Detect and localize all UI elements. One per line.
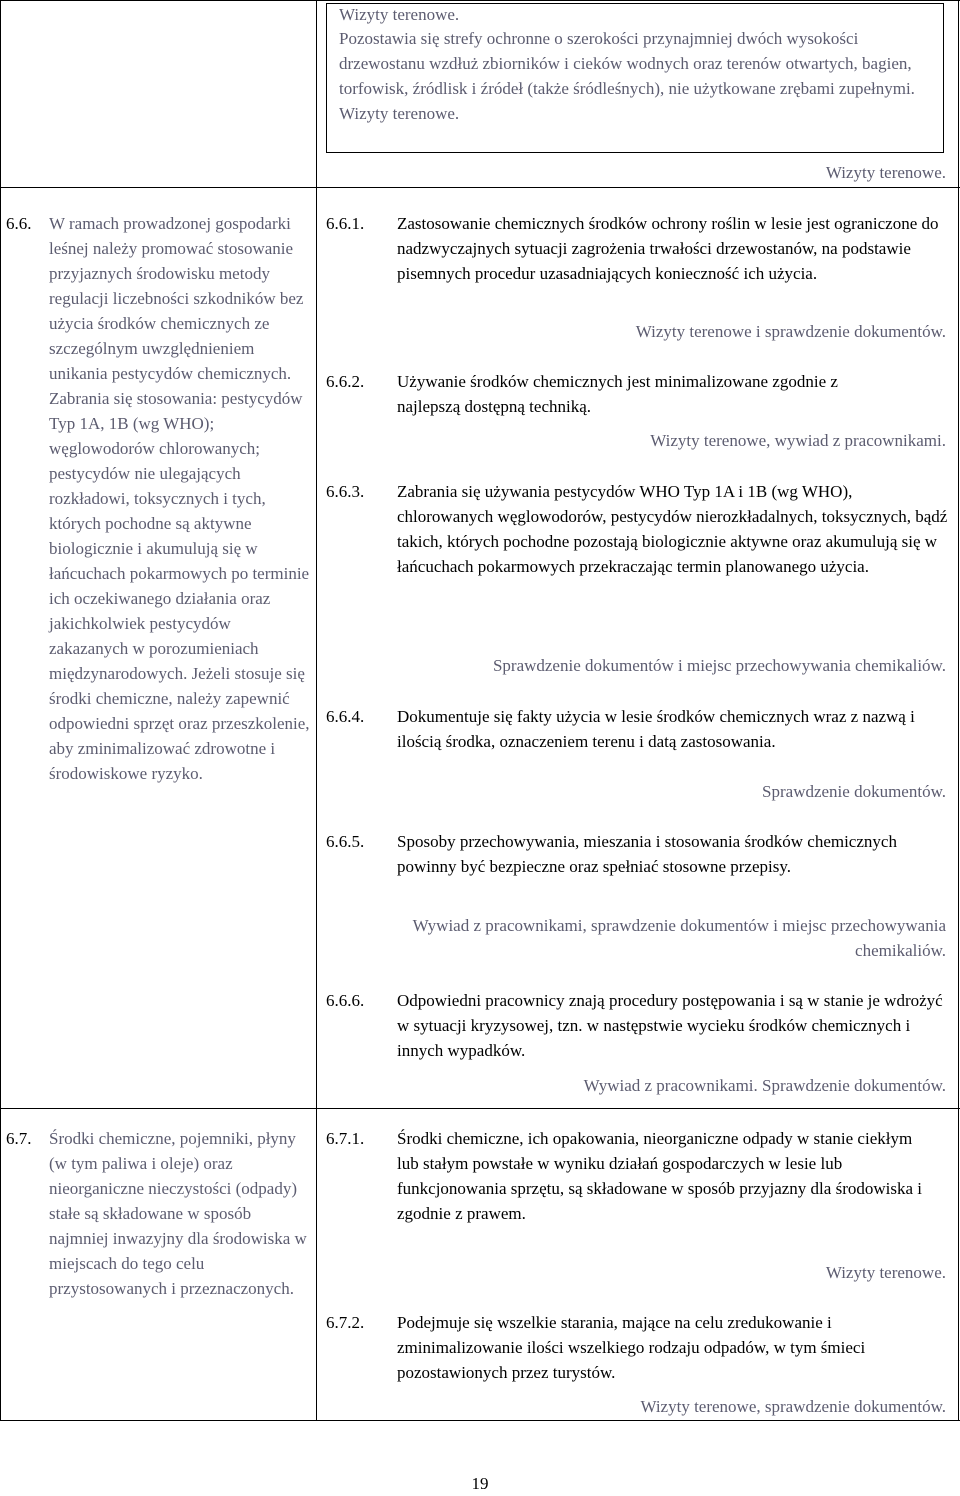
indicator-verification: Wywiad z pracownikami, sprawdzenie dokumentów i miejsc przechowywania chemikaliów.	[412, 916, 946, 960]
indicator-text: Dokumentuje się fakty użycia w lesie środków chemicznych wraz z nazwą i ilością środka, oznaczeniem terenu i datą zastosowania.	[397, 707, 915, 751]
criterion-text-6-6: W ramach prowadzonej gospodarki leśnej należy promować stosowanie przyjaznych środowisku metody regulacji liczebności szkodników bez użycia środków chemicznych ze szczególnym uwzględnieniem unikania pestycydów chemicznych. Zabrania się stosowania: pestycydów Typ 1A, 1B (wg WHO); węglowodorów chlorowanych; pestycydów nie ulegających rozkładowi, toksycznych i tych, których pochodne są aktywne biologicznie i akumulują się w łańcuchach pokarmowych po terminie ich oczekiwanego działania oraz jakichkolwiek pestycydów zakazanych w porozumieniach międzynarodowych. Jeżeli stosuje się środki chemiczne, należy zapewnić odpowiedni sprzęt oraz przeszkolenie, aby zminimalizować zdrowotne i środowiskowe ryzyko.	[49, 214, 310, 783]
row-divider	[0, 1108, 960, 1109]
indicator-text: Zabrania się używania pestycydów WHO Typ 1A i 1B (wg WHO), chlorowanych węglowodorów, pestycydów nierozkładalnych, toksycznych, bądź takich, których pochodne pozostają biologicznie aktywne oraz akumulują się w łańcuchach pokarmowych przekraczając termin planowanego użycia.	[397, 482, 948, 576]
indicator-number: 6.6.6.	[326, 991, 365, 1010]
criterion-number-6-7: 6.7.	[6, 1129, 32, 1148]
table-border-right	[958, 0, 959, 1421]
indicator-number: 6.7.1.	[326, 1129, 365, 1148]
top-verification: Wizyty terenowe.	[825, 163, 946, 182]
table-border-left	[0, 0, 1, 1421]
indicator-number: 6.6.5.	[326, 832, 365, 851]
table-border-top	[0, 0, 960, 1]
box-verification-top: Wizyty terenowe.	[339, 5, 460, 24]
row-divider	[0, 187, 960, 188]
indicator-number: 6.6.2.	[326, 372, 365, 391]
page-number: 19	[471, 1474, 489, 1493]
indicator-verification: Wizyty terenowe, sprawdzenie dokumentów.	[640, 1397, 946, 1416]
indicator-number: 6.6.1.	[326, 214, 365, 233]
indicator-verification: Sprawdzenie dokumentów.	[762, 782, 946, 801]
indicator-text: Sposoby przechowywania, mieszania i stosowania środków chemicznych powinny być bezpieczne oraz spełniać stosowne przepisy.	[397, 832, 897, 876]
indicator-verification: Sprawdzenie dokumentów i miejsc przechowywania chemikaliów.	[492, 656, 946, 675]
indicator-text: Odpowiedni pracownicy znają procedury postępowania i są w stanie je wdrożyć w sytuacji kryzysowej, tzn. w następstwie wycieku środków chemicznych i innych wypadków.	[397, 991, 943, 1060]
indicator-verification: Wizyty terenowe.	[825, 1263, 946, 1282]
box-verification-bottom: Wizyty terenowe.	[339, 104, 460, 123]
box-text: Pozostawia się strefy ochronne o szerokości przynajmniej dwóch wysokości drzewostanu wzdłuż zbiorników i cieków wodnych oraz terenów otwartych, bagien, torfowisk, źródlisk i źródeł (także śródleśnych), nie użytkowane zrębami zupełnymi.	[339, 29, 915, 98]
indicator-number: 6.7.2.	[326, 1313, 365, 1332]
indicator-text: Podejmuje się wszelkie starania, mające na celu zredukowanie i zminimalizowanie ilości wszelkiego rodzaju odpadów, w tym śmieci pozostawionych przez turystów.	[397, 1313, 866, 1382]
indicator-verification: Wizyty terenowe i sprawdzenie dokumentów.	[635, 322, 946, 341]
criterion-number-6-6: 6.6.	[6, 214, 32, 233]
indicator-text: Zastosowanie chemicznych środków ochrony roślin w lesie jest ograniczone do nadzwyczajnych sytuacji zagrożenia trwałości drzewostanów, na podstawie pisemnych procedur uzasadniających konieczność ich użycia.	[397, 214, 939, 283]
table-border-bottom	[0, 1420, 960, 1421]
criterion-text-6-7: Środki chemiczne, pojemniki, płyny (w tym paliwa i oleje) oraz nieorganiczne nieczystości (odpady) stałe są składowane w sposób najmniej inwazyjny dla środowiska w miejscach do tego celu przystosowanych i przeznaczonych.	[49, 1129, 307, 1298]
indicator-number: 6.6.3.	[326, 482, 365, 501]
column-divider	[316, 0, 317, 1421]
indicator-text: Używanie środków chemicznych jest minimalizowane zgodnie z najlepszą dostępną techniką.	[397, 372, 838, 416]
indicator-number: 6.6.4.	[326, 707, 365, 726]
indicator-text: Środki chemiczne, ich opakowania, nieorganiczne odpady w stanie ciekłym lub stałym powstałe w wyniku działań gospodarczych w lesie lub funkcjonowania sprzętu, są składowane w sposób przyjazny dla środowiska i zgodnie z prawem.	[397, 1129, 922, 1223]
indicator-verification: Wizyty terenowe, wywiad z pracownikami.	[650, 431, 946, 450]
indicator-verification: Wywiad z pracownikami. Sprawdzenie dokumentów.	[583, 1076, 946, 1095]
protection-zones-box	[326, 3, 944, 153]
